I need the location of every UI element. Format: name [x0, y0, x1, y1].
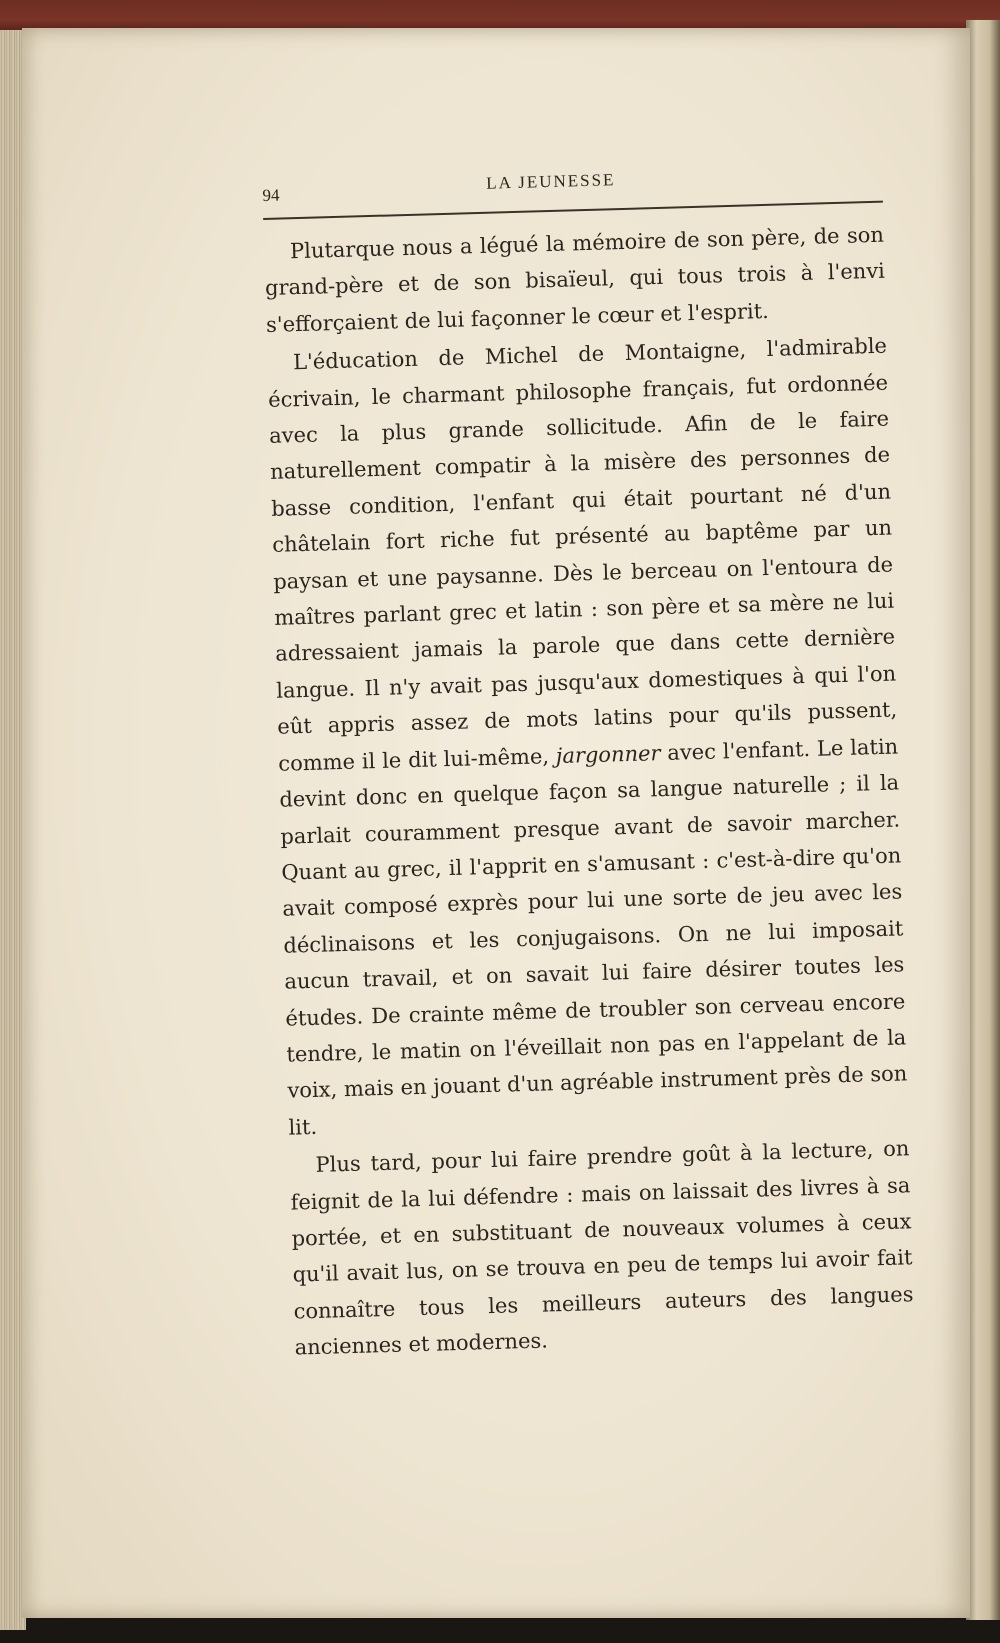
page-number: 94 — [262, 185, 280, 205]
paragraph-montaigne-tail: avec l'enfant. Le latin devint donc en quelque façon sa langue naturelle ; il la parlait couramment presque avant de savoir marcher. Quant au grec, il l'apprit en s'amusant : c'est-à-dire qu'on avait composé exprès pour lui une sorte de jeu avec les déclinaisons et les conjugaisons. On ne lui imposait aucun travail, et on savait lui faire désirer toutes les études. De crainte même de troubler son cerveau encore tendre, le matin on l'éveillait non pas en l'appelant de la voix, mais en jouant d'un agréable instrument près de son lit. — [279, 734, 908, 1140]
paragraph-lecture: Plus tard, pour lui faire prendre goût à la lecture, on feignit de la lui défendre : mais on laissait des livres à sa portée, et en substituant de nouveaux volumes à ceux qu'il avait lus, on se trouva en peu de temps lui avoir fait connaître tous les meilleurs auteurs des langues anciennes et modernes. — [290, 1136, 914, 1360]
running-title: LA JEUNESSE — [485, 170, 616, 193]
page-text-block — [262, 160, 945, 1366]
paragraph-plutarque: Plutarque nous a légué la mémoire de son père, de son grand-père et de son bisaïeul, qui tous trois à l'envi s'efforçaient de lui façonner le cœur et l'esprit. — [264, 222, 886, 337]
facing-page-edge — [966, 20, 1000, 1620]
paragraph-montaigne-text: L'éducation de Michel de Montaigne, l'admirable écrivain, le charmant philosophe français, fut ordonnée avec la plus grande sollicitude. Afin de le faire naturellement compatir à la misère des personnes de basse condition, l'enfant qui était pourtant né d'un châtelain fort riche fut présenté au baptême par un paysan et une paysanne. Dès le berceau on l'entoura de maîtres parlant grec et latin : son père et sa mère ne lui adressaient jamais la parole que dans cette dernière langue. Il n'y avait pas jusqu'aux domestiques à qui l'on eût appris assez de mots latins pour qu'ils pussent, comme il le dit lui-même, — [267, 333, 898, 776]
paragraph-montaigne — [267, 328, 909, 1146]
italic-jargonner: jargonner — [555, 740, 661, 768]
